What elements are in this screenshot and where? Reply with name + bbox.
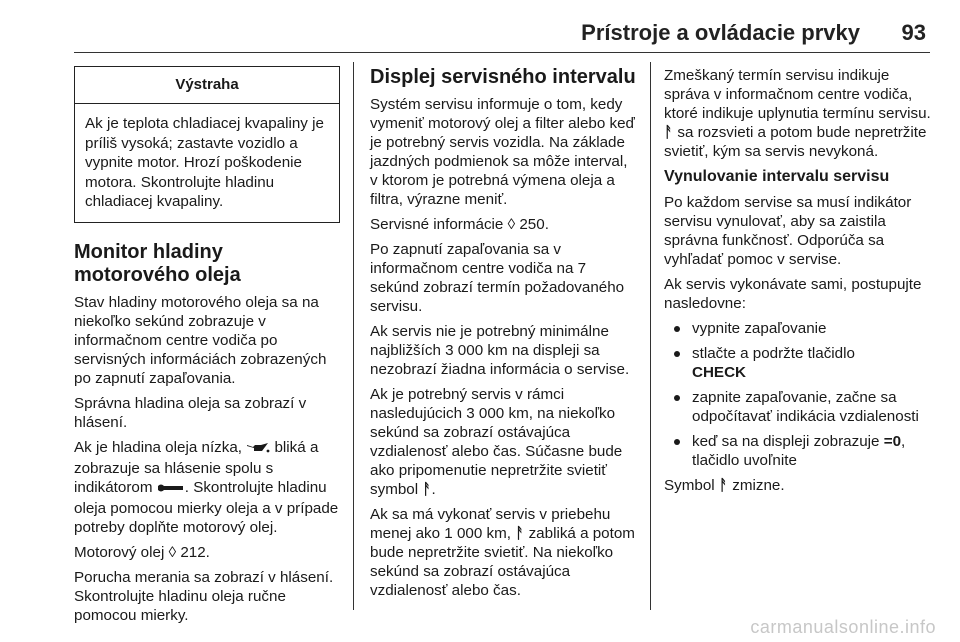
text: zabliká a potom bude nepretržite svietiť. Na niekoľko sekúnd sa zobrazí ostávajúca vzdialenosť alebo čas. <box>370 525 635 599</box>
text: zmizne. <box>732 477 785 494</box>
column-divider <box>353 62 354 610</box>
section-heading-oil-monitor: Monitor hladiny motorového oleja <box>74 240 241 286</box>
page-number: 93 <box>901 20 926 45</box>
paragraph: Po zapnutí zapaľovania sa v informačnom centre vodiča na 7 sekúnd zobrazí termín požadovaného servisu. <box>370 241 625 315</box>
paragraph: Ak servis nie je potrebný minimálne najbližších 3 000 km na displeji sa nezobrazí žiadna informácia o servise. <box>370 323 630 378</box>
warning-box <box>74 66 340 223</box>
warning-title: Výstraha <box>75 67 339 104</box>
column-3 <box>664 66 932 501</box>
text: sa rozsvieti a potom bude nepretržite svietiť, kým sa servis nevykoná. <box>664 124 927 160</box>
bullet-icon <box>674 395 680 401</box>
text: Ak je hladina oleja nízka, <box>74 438 243 456</box>
text: stlačte a podržte tlačidlo <box>692 345 855 362</box>
text: Ak sa má vykonať servis v priebehu menej ako 1 000 km, <box>370 506 611 542</box>
header-rule <box>74 52 930 53</box>
text: Symbol <box>664 477 715 494</box>
bullet-icon <box>674 326 680 332</box>
paragraph: Ak servis vykonávate sami, postupujte nasledovne: <box>664 276 922 312</box>
text: . <box>431 481 436 498</box>
service-symbol-icon: ᚨ <box>718 477 729 494</box>
paragraph: Porucha merania sa zobrazí v hlásení. Skontrolujte hladinu oleja ručne pomocou mierky. <box>74 568 334 624</box>
paragraph: Stav hladiny motorového oleja sa na niekoľko sekúnd zobrazuje v informačnom centre vodiča po servisných informáciách zobrazených po zapnutí zapaľovania. <box>74 293 327 387</box>
watermark: carmanualsonline.info <box>750 617 936 637</box>
page-reference: 250. <box>519 216 549 233</box>
list-item <box>664 344 932 382</box>
column-1 <box>74 66 340 631</box>
text: zapnite zapaľovanie, začne sa odpočítavať indikácia vzdialenosti <box>692 389 919 425</box>
reference-arrow-icon: ◊ <box>168 543 177 561</box>
steps-list <box>664 319 932 470</box>
paragraph <box>74 438 340 537</box>
text: Ak je potrebný servis v rámci nasledujúcich 3 000 km, na niekoľko sekúnd sa zobrazí ostávajúca vzdialenosť alebo čas. Súčasne bude ako pripomenutie nepretržite svietiť symbol <box>370 386 623 498</box>
bullet-icon <box>674 439 680 445</box>
reference-arrow-icon: ◊ <box>507 216 516 233</box>
check-button-label: CHECK <box>692 364 747 381</box>
text: vypnite zapaľovanie <box>692 320 827 337</box>
paragraph <box>664 476 932 495</box>
subheading-reset-service: Vynulovanie intervalu servisu <box>664 168 890 185</box>
paragraph: Správna hladina oleja sa zobrazí v hlásení. <box>74 394 307 431</box>
section-heading-service-display: Displej servisného intervalu <box>370 66 636 88</box>
paragraph <box>370 215 636 234</box>
bullet-icon <box>674 351 680 357</box>
text: , tlačidlo uvoľnite <box>692 433 906 469</box>
service-symbol-icon: ᚨ <box>515 525 525 542</box>
paragraph: Po každom servise sa musí indikátor servisu vynulovať, aby sa zaistila správna funkčnosť. Odporúča sa vyhľadať pomoc v servise. <box>664 194 912 268</box>
text: . Skontrolujte hladinu oleja pomocou mierky oleja a v prípade potreby doplňte motorový olej. <box>74 478 339 536</box>
display-value: =0 <box>883 433 902 450</box>
paragraph <box>74 543 340 562</box>
text: Servisné informácie <box>370 216 504 233</box>
list-item <box>664 319 932 338</box>
oil-can-icon <box>246 440 270 459</box>
warning-text: Ak je teplota chladiacej kvapaliny je príliš vysoká; zastavte vozidlo a vypnite motor. Hrozí poškodenie motora. Skontrolujte hladinu chladiacej kvapaliny. <box>85 115 324 210</box>
text: keď sa na displeji zobrazuje <box>692 433 880 450</box>
page-reference: 212. <box>180 543 210 561</box>
service-symbol-icon: ᚨ <box>422 481 432 498</box>
paragraph: Systém servisu informuje o tom, kedy vymeniť motorový olej a filter alebo keď je potrebný servis vozidla. Na základe jazdných podmienok sa môže interval, v ktorom je potrebná výmena oleja a filtra, výrazne meniť. <box>370 96 635 208</box>
paragraph <box>664 66 932 161</box>
text: Zmeškaný termín servisu indikuje správa v informačnom centre vodiča, ktoré indikuje uplynutia termínu servisu. <box>664 67 931 122</box>
text: bliká a zobrazuje sa hlásenie spolu s indikátorom <box>74 438 319 496</box>
list-item <box>664 388 932 426</box>
header-title: Prístroje a ovládacie prvky <box>581 20 860 45</box>
paragraph <box>370 385 636 499</box>
list-item <box>664 432 932 470</box>
wrench-indicator-icon <box>157 480 185 499</box>
service-symbol-icon: ᚨ <box>664 124 674 141</box>
column-2 <box>370 66 636 606</box>
paragraph <box>370 505 636 600</box>
column-divider <box>650 62 651 610</box>
text: Motorový olej <box>74 543 165 561</box>
